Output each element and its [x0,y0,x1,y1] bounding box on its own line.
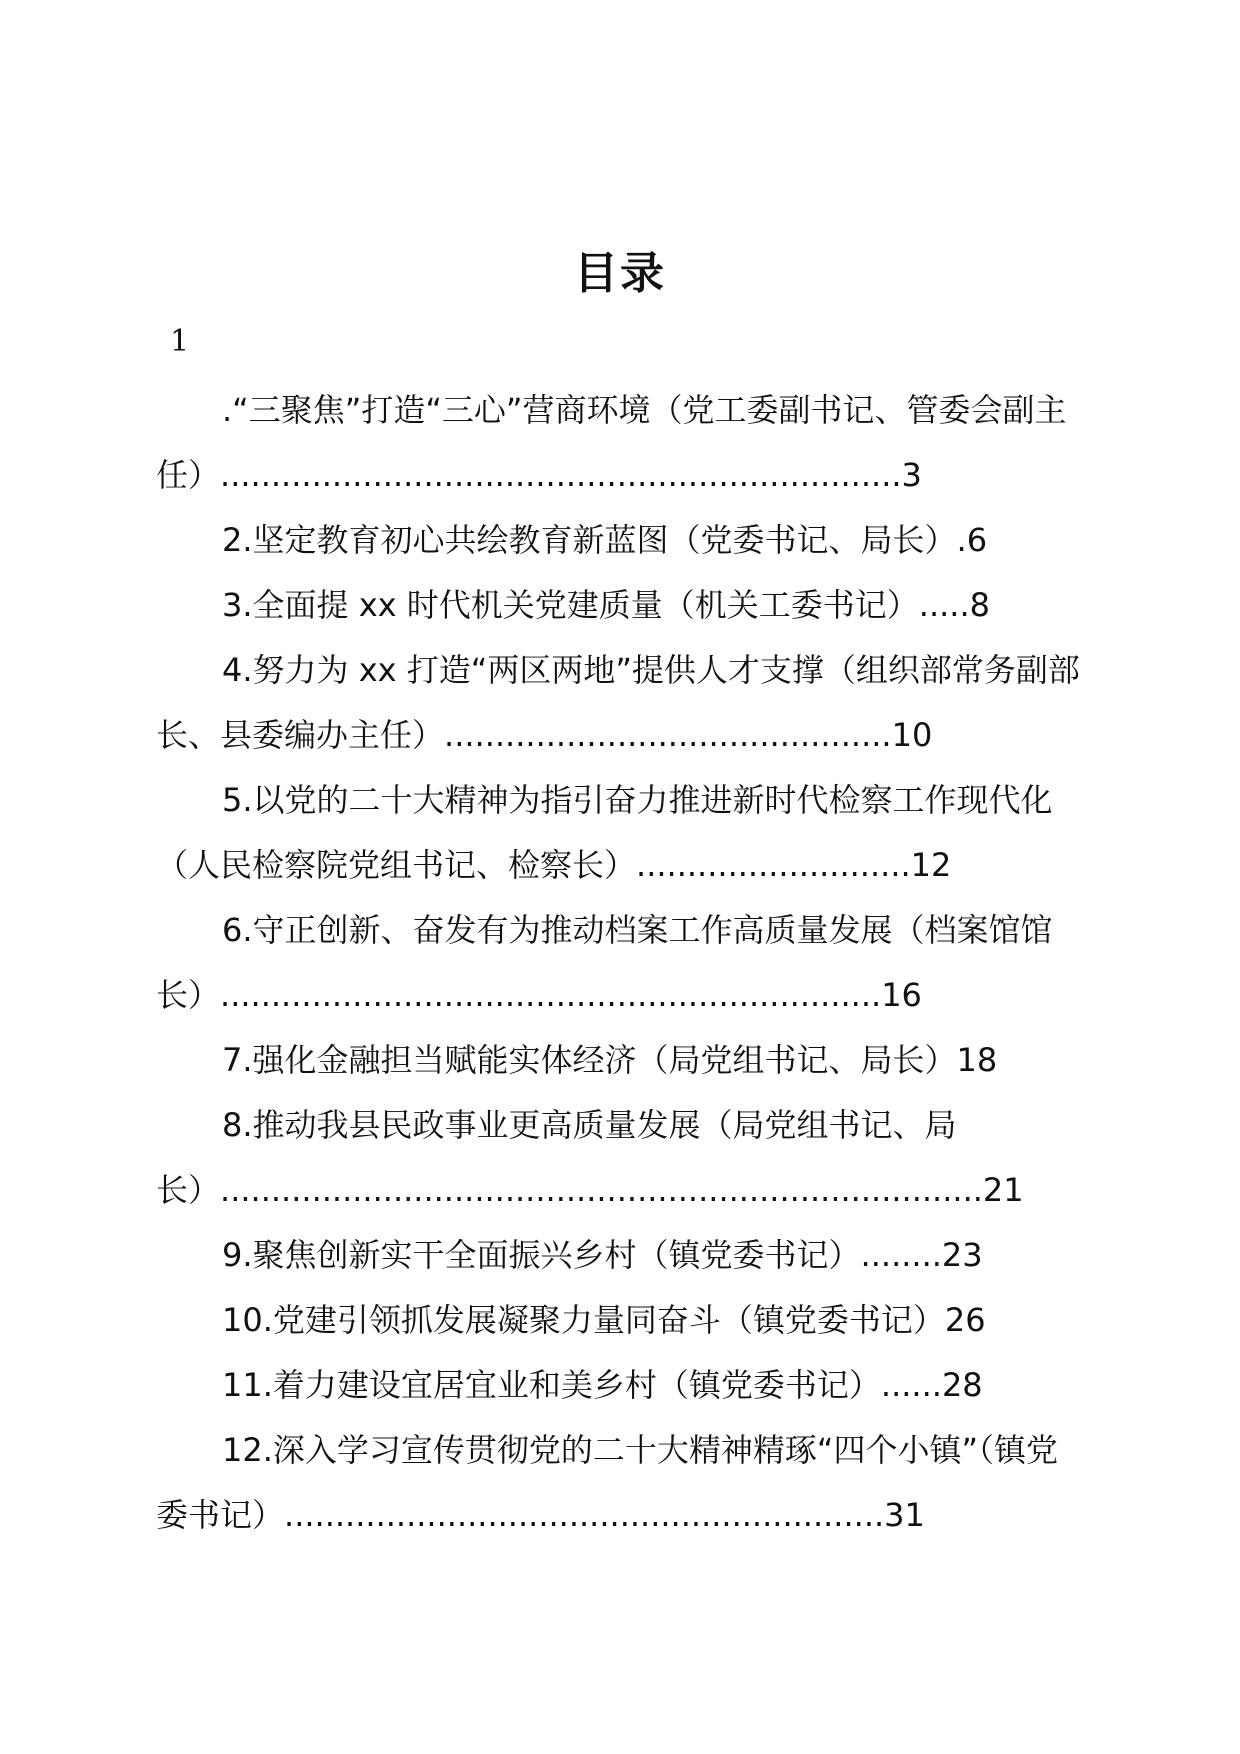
list-marker: 1 [170,324,190,359]
dot-leader: ........................... [636,846,911,884]
entry-page-number: 12 [910,846,952,884]
dot-leader: ............................................ [444,716,892,754]
dot-leader: ..... [918,586,970,624]
entry-page-number: 3 [901,456,922,494]
entry-title: 10.党建引领抓发展凝聚力量同奋斗（镇党委书记） [222,1301,945,1339]
toc-title: 目录 [574,248,666,299]
entry-title: 3.全面提 xx 时代机关党建质量（机关工委书记） [222,586,919,624]
entry-title: 8.推动我县民政事业更高质量发展（局党组书记、局长） [156,1106,957,1209]
toc-entry-10[interactable] [156,1288,1086,1353]
toc-entry-7[interactable] [156,1028,1086,1093]
entry-title: 11.着力建设宜居宜业和美乡村（镇党委书记） [222,1366,881,1404]
entry-page-number: 31 [884,1496,925,1534]
dot-leader: ........................................................................... [220,1171,983,1209]
dot-leader: . [956,521,967,559]
entry-page-number: 10 [891,716,933,754]
toc-entry-3[interactable] [156,573,1086,638]
entry-page-number: 6 [966,521,988,559]
dot-leader: ................................................................... [220,456,902,494]
entry-page-number: 21 [982,1171,1024,1209]
entry-title: 7.强化金融担当赋能实体经济（局党组书记、局长） [222,1041,957,1079]
entry-title: 12.深入学习宣传贯彻党的二十大精神精琢“四个小镇”（镇党委书记） [156,1431,1059,1534]
toc-entry-9[interactable] [156,1223,1086,1288]
entry-page-number: 28 [941,1366,983,1404]
entry-title: 6.守正创新、奋发有为推动档案工作高质量发展（档案馆馆长） [156,911,1053,1014]
entry-page-number: 23 [941,1236,983,1274]
toc-entry-8[interactable] [156,1093,1086,1223]
entry-page-number: 18 [956,1041,998,1079]
entry-page-number: 8 [969,586,990,624]
entry-title: 5.以党的二十大精神为指引奋力推进新时代检察工作现代化（人民检察院党组书记、检察长） [156,781,1053,884]
entry-title: 2.坚定教育初心共绘教育新蓝图（党委书记、局长） [222,521,957,559]
entry-title: .“三聚焦”打造“三心”营商环境（党工委副书记、管委会副主任） [156,391,1067,494]
table-of-contents [156,378,1086,1548]
entry-page-number: 16 [881,976,922,1014]
toc-entry-4[interactable] [156,638,1086,768]
entry-page-number: 26 [944,1301,986,1339]
toc-entry-11[interactable] [156,1353,1086,1418]
toc-entry-2[interactable] [156,508,1086,573]
toc-entry-6[interactable] [156,898,1086,1028]
toc-entry-1[interactable] [156,378,1086,508]
dot-leader: ................................................................. [220,976,882,1014]
dot-leader: ........ [860,1236,942,1274]
dot-leader: ...... [880,1366,942,1404]
dot-leader: ........................................................... [284,1496,885,1534]
entry-title: 4.努力为 xx 打造“两区两地”提供人才支撑（组织部常务副部长、县委编办主任） [156,651,1080,754]
toc-entry-12[interactable] [156,1418,1086,1548]
entry-title: 9.聚焦创新实干全面振兴乡村（镇党委书记） [222,1236,861,1274]
toc-entry-5[interactable] [156,768,1086,898]
